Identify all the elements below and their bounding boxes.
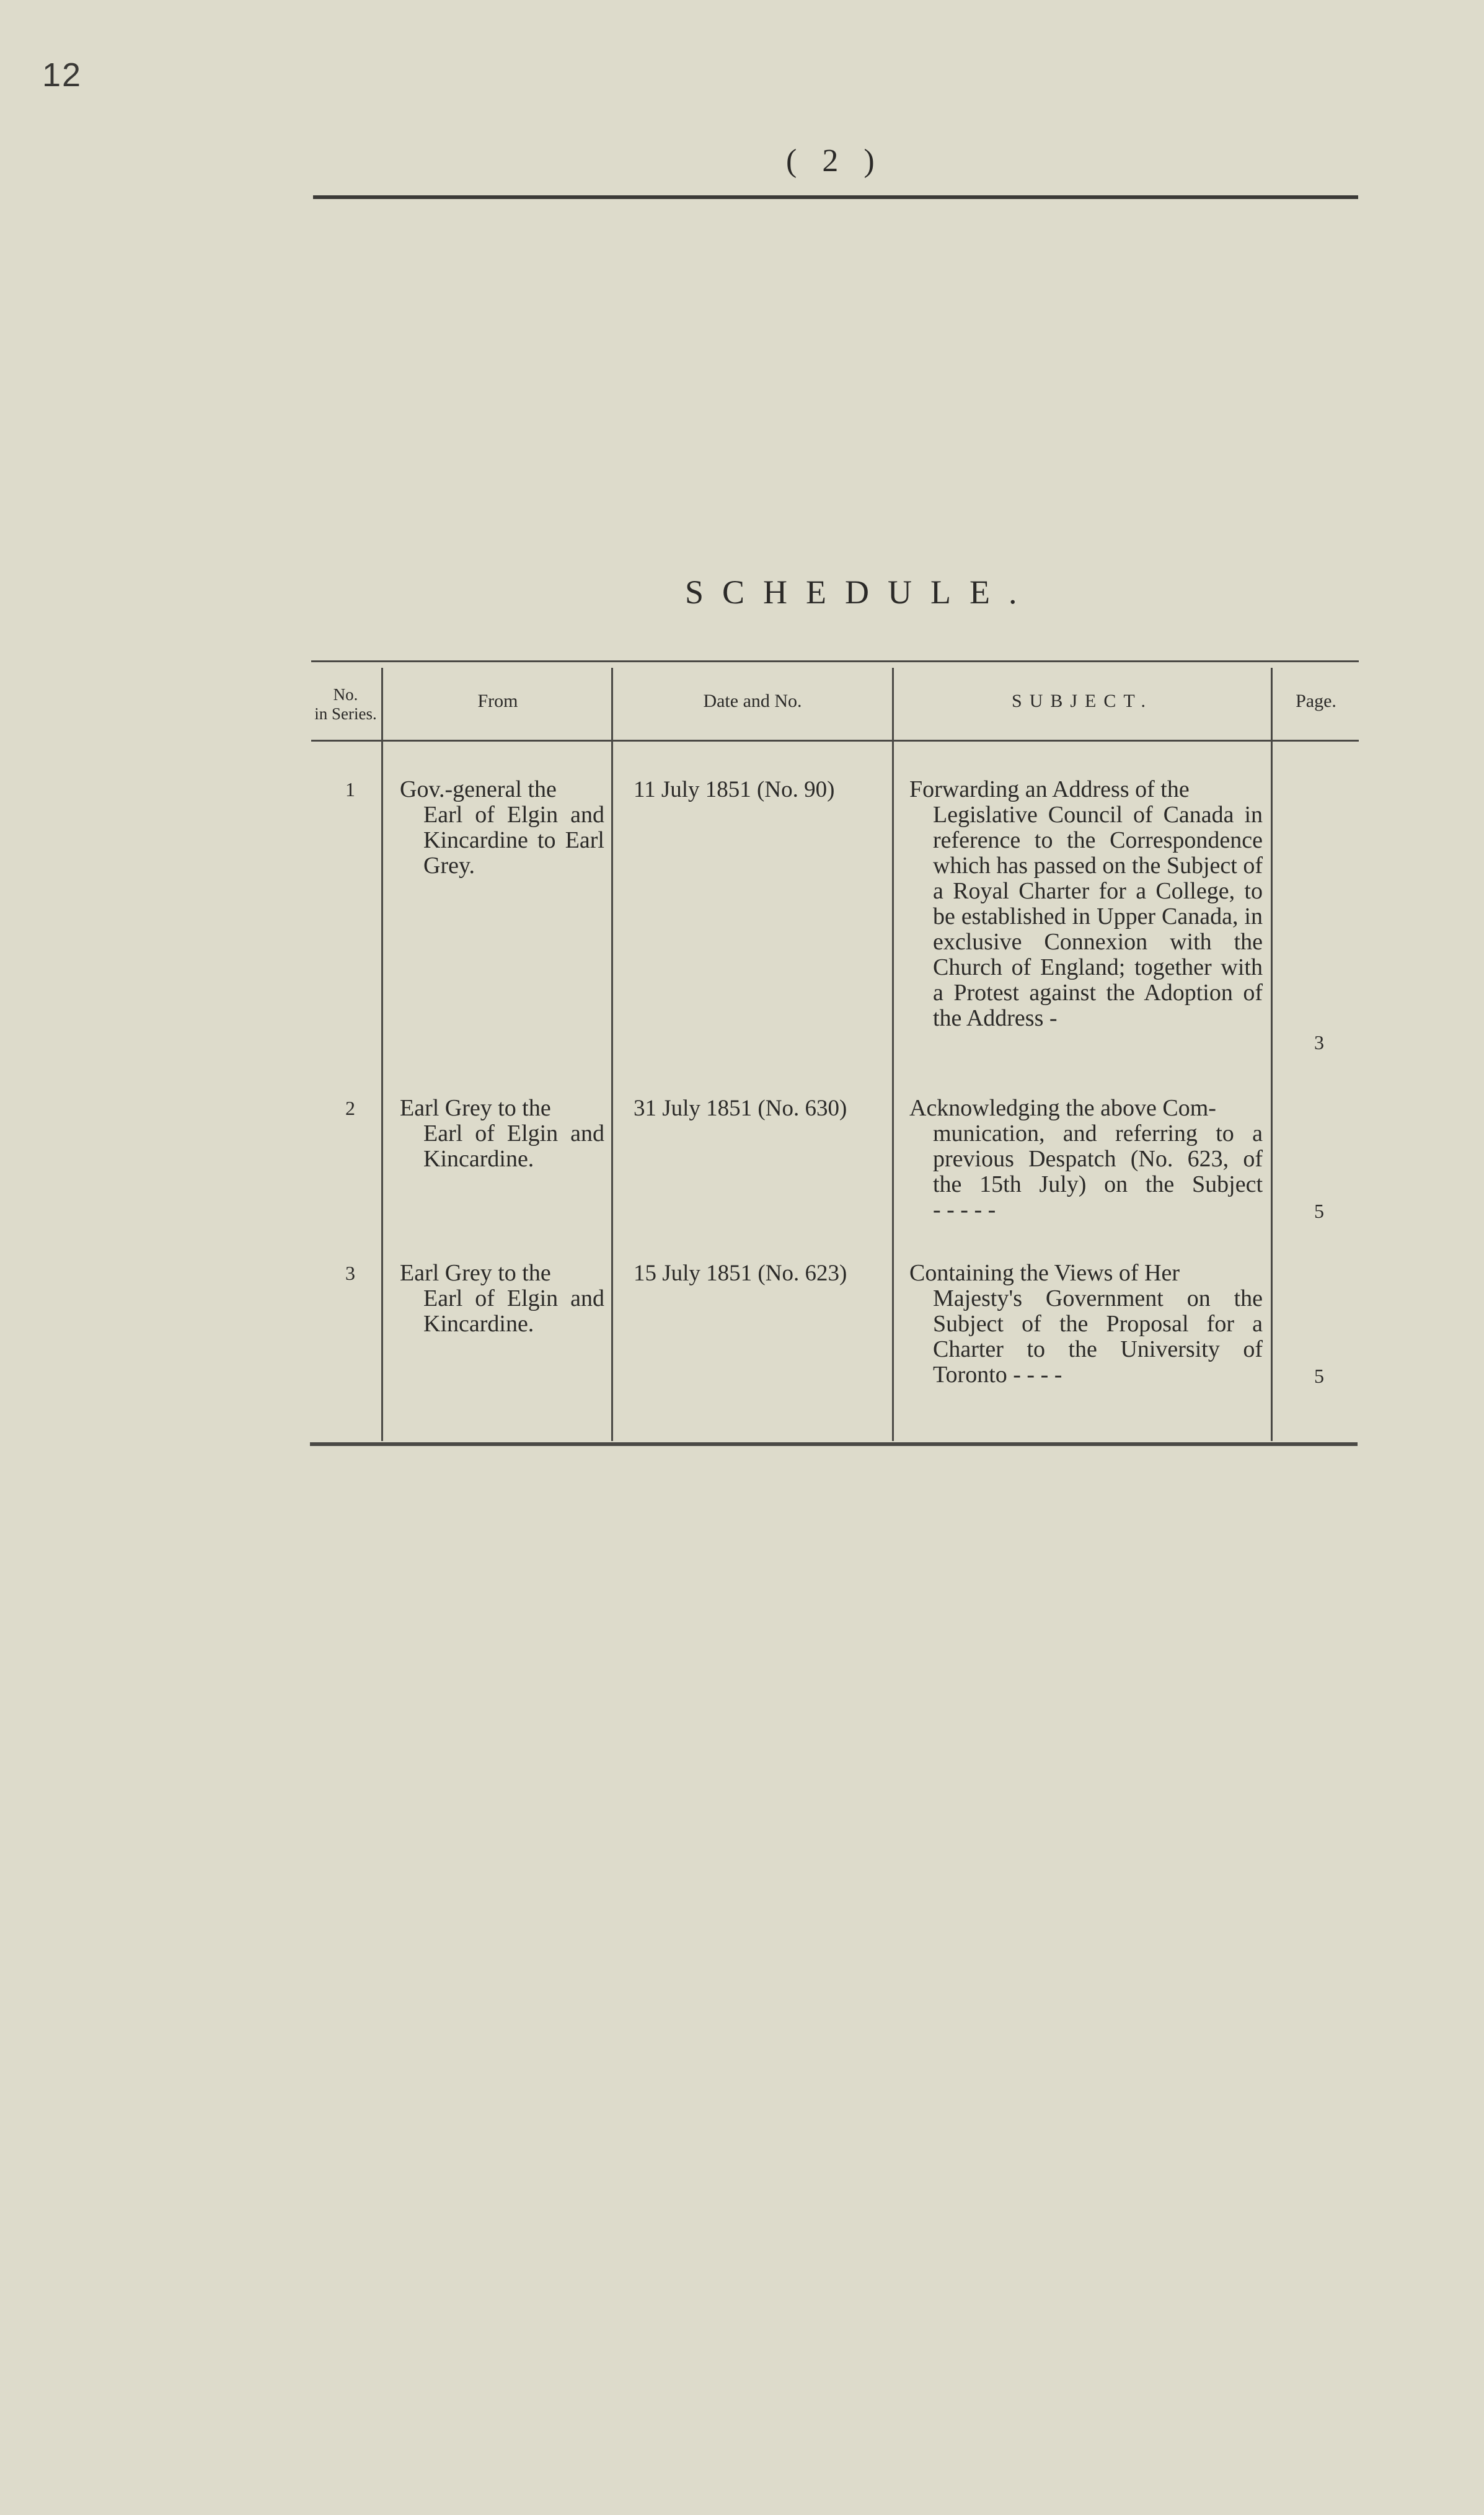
row-subject-rest xyxy=(909,1121,1263,1223)
row-from-rest: Earl of Elgin and Kincardine. xyxy=(423,1120,604,1172)
row-date: 11 July 1851 (No. 90) xyxy=(634,777,835,802)
row-from-first-line: Gov.-general the xyxy=(400,776,557,802)
table-row xyxy=(310,777,1359,1056)
row-subject-leader: - - - - - xyxy=(933,1197,996,1223)
row-from-rest: Earl of Elgin and Kincardine. xyxy=(423,1285,604,1337)
row-subject-text: munication, and referring to a previous Despatch (No. 623, of the 15th July) on the Subject xyxy=(933,1120,1263,1197)
header-no-label: No. xyxy=(333,685,358,704)
table-row xyxy=(310,1261,1359,1397)
row-subject-leader: - xyxy=(1043,1005,1058,1031)
row-page: 5 xyxy=(1314,1200,1324,1222)
row-from-rest: Earl of Elgin and Kincardine to Earl Grey. xyxy=(423,802,604,879)
header-page: Page. xyxy=(1296,691,1336,711)
scan-page-number: 12 xyxy=(42,56,82,94)
row-from-first-line: Earl Grey to the xyxy=(400,1260,551,1286)
row-from xyxy=(400,1261,604,1337)
row-subject-first-line: Acknowledging the above Com- xyxy=(909,1095,1216,1121)
row-date: 31 July 1851 (No. 630) xyxy=(634,1096,847,1121)
table-header-rule xyxy=(311,740,1359,742)
row-page: 5 xyxy=(1314,1365,1324,1387)
header-from: From xyxy=(477,691,518,711)
row-subject-rest xyxy=(909,1286,1263,1388)
row-number: 3 xyxy=(345,1262,355,1284)
header-date: Date and No. xyxy=(703,691,802,711)
schedule-table xyxy=(310,660,1359,1446)
table-row xyxy=(310,1096,1359,1232)
row-page: 3 xyxy=(1314,1031,1324,1053)
row-from xyxy=(400,1096,604,1172)
row-from xyxy=(400,777,604,879)
row-number: 2 xyxy=(345,1097,355,1119)
header-number-in-series xyxy=(310,685,381,724)
row-number: 1 xyxy=(345,778,355,801)
header-in-series-label: in Series. xyxy=(314,704,377,723)
row-date: 15 July 1851 (No. 623) xyxy=(634,1261,847,1286)
row-subject xyxy=(909,1096,1263,1223)
row-subject xyxy=(909,1261,1263,1388)
header-rule xyxy=(313,195,1358,199)
schedule-title: SCHEDULE. xyxy=(685,574,1036,611)
row-subject-text: Majesty's Government on the Subject of the Proposal for a Charter to the University of Toronto xyxy=(933,1285,1263,1388)
row-subject-rest xyxy=(909,802,1263,1031)
row-subject-first-line: Forwarding an Address of the xyxy=(909,776,1190,802)
row-from-first-line: Earl Grey to the xyxy=(400,1095,551,1121)
header-subject: SUBJECT. xyxy=(1012,691,1153,711)
row-subject xyxy=(909,777,1263,1031)
row-subject-text: Legislative Council of Canada in reference to the Correspondence which has passed on the Subject of a Royal Charter for a College, to be established in Upper Canada, in exclusive Connexion with the Church of England; together with a Protest against the Adoption of the Address xyxy=(933,802,1263,1031)
table-bottom-rule xyxy=(310,1442,1358,1446)
page-number: ( 2 ) xyxy=(786,143,883,179)
row-subject-leader: - - - - xyxy=(1007,1362,1062,1388)
table-top-rule xyxy=(311,660,1359,662)
row-subject-first-line: Containing the Views of Her xyxy=(909,1260,1180,1286)
